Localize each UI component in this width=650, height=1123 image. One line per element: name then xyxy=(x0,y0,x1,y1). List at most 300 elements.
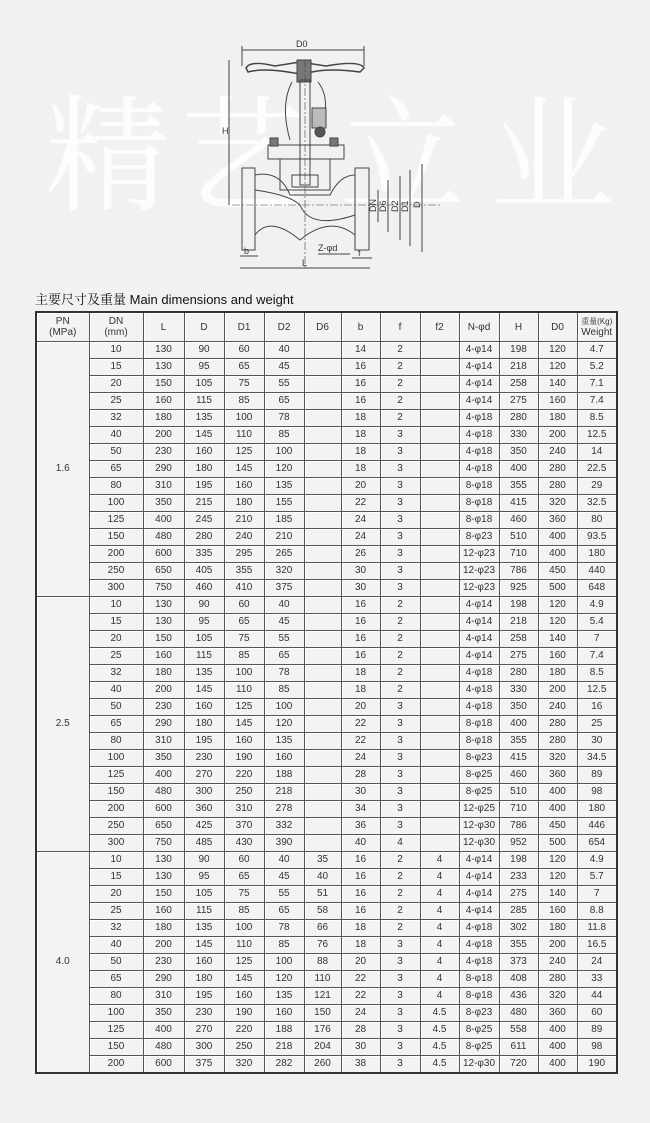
header-text: L xyxy=(160,321,167,333)
table-cell: 120 xyxy=(264,461,304,478)
table-cell: 180 xyxy=(577,801,617,818)
table-cell: 22 xyxy=(341,971,380,988)
column-header xyxy=(36,312,89,342)
table-cell: 8-φ18 xyxy=(459,512,499,529)
table-cell: 12.5 xyxy=(577,682,617,699)
table-cell: 710 xyxy=(499,546,538,563)
table-cell xyxy=(304,393,341,410)
table-cell: 436 xyxy=(499,988,538,1005)
table-cell: 45 xyxy=(264,614,304,631)
table-cell: 320 xyxy=(264,563,304,580)
table-cell: 220 xyxy=(224,767,264,784)
table-cell: 270 xyxy=(184,1022,224,1039)
table-cell: 85 xyxy=(224,903,264,920)
table-cell: 125 xyxy=(224,699,264,716)
table-cell: 2 xyxy=(380,359,420,376)
table-row xyxy=(36,597,617,614)
table-cell: 14 xyxy=(577,444,617,461)
column-header xyxy=(459,312,499,342)
table-cell: 24 xyxy=(577,954,617,971)
table-cell: 3 xyxy=(380,1056,420,1074)
table-cell: 4-φ14 xyxy=(459,648,499,665)
table-cell: 120 xyxy=(264,716,304,733)
column-header xyxy=(341,312,380,342)
table-cell: 89 xyxy=(577,767,617,784)
table-row xyxy=(36,648,617,665)
table-cell: 16 xyxy=(341,393,380,410)
table-cell xyxy=(420,342,459,359)
table-cell: 8-φ25 xyxy=(459,1039,499,1056)
table-cell xyxy=(420,631,459,648)
label-f: f xyxy=(358,248,361,258)
table-cell: 210 xyxy=(264,529,304,546)
table-cell xyxy=(304,461,341,478)
table-cell: 2 xyxy=(380,886,420,903)
table-cell: 12-φ23 xyxy=(459,580,499,597)
table-cell: 51 xyxy=(304,886,341,903)
header-text: PN xyxy=(55,316,70,327)
table-cell: 160 xyxy=(184,444,224,461)
table-cell: 8-φ18 xyxy=(459,495,499,512)
table-row xyxy=(36,410,617,427)
table-cell: 5.7 xyxy=(577,869,617,886)
table-row xyxy=(36,784,617,801)
table-cell: 24 xyxy=(341,750,380,767)
table-row xyxy=(36,699,617,716)
label-dn: DN xyxy=(368,199,378,212)
table-cell: 65 xyxy=(89,716,143,733)
table-cell: 130 xyxy=(143,359,184,376)
table-cell: 145 xyxy=(184,682,224,699)
table-cell: 218 xyxy=(499,614,538,631)
table-cell: 16 xyxy=(341,903,380,920)
table-cell xyxy=(420,597,459,614)
table-cell xyxy=(304,495,341,512)
table-cell: 80 xyxy=(89,733,143,750)
table-cell: 36 xyxy=(341,818,380,835)
table-cell: 230 xyxy=(184,1005,224,1022)
table-cell: 198 xyxy=(499,852,538,869)
table-cell: 4-φ18 xyxy=(459,920,499,937)
table-cell: 30 xyxy=(341,1039,380,1056)
header-subtext: (mm) xyxy=(104,327,128,338)
table-cell: 120 xyxy=(264,971,304,988)
label-z-phi-d: Z-φd xyxy=(318,243,338,253)
column-header xyxy=(264,312,304,342)
table-cell: 45 xyxy=(264,869,304,886)
table-cell: 58 xyxy=(304,903,341,920)
table-cell: 150 xyxy=(89,529,143,546)
table-cell: 8-φ25 xyxy=(459,784,499,801)
table-row xyxy=(36,750,617,767)
table-cell: 310 xyxy=(143,478,184,495)
table-cell: 8-φ25 xyxy=(459,767,499,784)
table-cell: 20 xyxy=(89,631,143,648)
table-cell: 3 xyxy=(380,563,420,580)
table-cell: 400 xyxy=(538,529,577,546)
table-cell: 320 xyxy=(538,750,577,767)
table-cell: 350 xyxy=(499,444,538,461)
table-cell: 115 xyxy=(184,393,224,410)
table-cell: 4-φ18 xyxy=(459,682,499,699)
table-cell: 12-φ23 xyxy=(459,563,499,580)
table-cell: 4 xyxy=(420,903,459,920)
table-cell: 8.5 xyxy=(577,410,617,427)
header-text: f xyxy=(398,321,402,333)
table-cell: 2 xyxy=(380,393,420,410)
table-row xyxy=(36,954,617,971)
table-cell: 215 xyxy=(184,495,224,512)
table-cell: 8-φ23 xyxy=(459,529,499,546)
table-cell xyxy=(420,376,459,393)
table-cell: 7.4 xyxy=(577,393,617,410)
table-cell: 40 xyxy=(89,682,143,699)
table-row xyxy=(36,869,617,886)
table-cell xyxy=(304,478,341,495)
table-cell: 60 xyxy=(224,597,264,614)
table-cell: 198 xyxy=(499,342,538,359)
table-cell: 600 xyxy=(143,546,184,563)
table-cell: 332 xyxy=(264,818,304,835)
table-cell: 3 xyxy=(380,512,420,529)
table-cell: 4-φ14 xyxy=(459,903,499,920)
table-cell: 121 xyxy=(304,988,341,1005)
table-cell: 240 xyxy=(538,699,577,716)
table-cell xyxy=(304,580,341,597)
table-cell: 233 xyxy=(499,869,538,886)
table-row xyxy=(36,393,617,410)
table-cell: 200 xyxy=(89,546,143,563)
table-cell: 280 xyxy=(538,971,577,988)
table-cell: 160 xyxy=(264,1005,304,1022)
table-cell: 8-φ23 xyxy=(459,1005,499,1022)
table-cell: 20 xyxy=(341,478,380,495)
table-cell: 12-φ25 xyxy=(459,801,499,818)
table-cell: 125 xyxy=(224,954,264,971)
table-row xyxy=(36,988,617,1005)
table-cell: 24 xyxy=(341,529,380,546)
table-cell: 4-φ14 xyxy=(459,852,499,869)
table-cell: 150 xyxy=(304,1005,341,1022)
table-cell: 375 xyxy=(264,580,304,597)
table-cell: 40 xyxy=(264,852,304,869)
table-cell xyxy=(420,835,459,852)
left-flange xyxy=(242,168,255,250)
table-cell: 204 xyxy=(304,1039,341,1056)
table-cell: 12-φ30 xyxy=(459,1056,499,1074)
table-cell: 135 xyxy=(264,988,304,1005)
table-cell: 34 xyxy=(341,801,380,818)
table-cell: 44 xyxy=(577,988,617,1005)
table-row xyxy=(36,444,617,461)
table-cell: 400 xyxy=(538,784,577,801)
table-cell: 160 xyxy=(538,903,577,920)
table-cell: 320 xyxy=(224,1056,264,1074)
table-cell: 150 xyxy=(143,631,184,648)
table-cell: 648 xyxy=(577,580,617,597)
table-cell: 350 xyxy=(143,750,184,767)
table-cell: 22 xyxy=(341,733,380,750)
table-row xyxy=(36,1056,617,1074)
table-cell: 2 xyxy=(380,648,420,665)
table-cell: 32 xyxy=(89,410,143,427)
table-cell: 4-φ18 xyxy=(459,444,499,461)
table-cell: 12-φ30 xyxy=(459,818,499,835)
table-cell: 35 xyxy=(304,852,341,869)
table-cell: 95 xyxy=(184,869,224,886)
table-cell: 425 xyxy=(184,818,224,835)
table-cell: 400 xyxy=(538,1039,577,1056)
table-cell: 130 xyxy=(143,852,184,869)
table-cell: 4.5 xyxy=(420,1005,459,1022)
table-row xyxy=(36,1022,617,1039)
table-cell xyxy=(420,461,459,478)
table-cell: 2 xyxy=(380,631,420,648)
table-cell: 160 xyxy=(184,954,224,971)
table-cell: 4-φ14 xyxy=(459,597,499,614)
table-cell: 925 xyxy=(499,580,538,597)
table-cell: 2 xyxy=(380,597,420,614)
table-cell: 25 xyxy=(89,393,143,410)
table-cell: 90 xyxy=(184,852,224,869)
table-cell: 4-φ14 xyxy=(459,631,499,648)
table-cell xyxy=(420,478,459,495)
table-cell xyxy=(420,716,459,733)
table-cell: 25 xyxy=(89,648,143,665)
table-cell: 85 xyxy=(224,648,264,665)
table-row xyxy=(36,546,617,563)
table-cell: 34.5 xyxy=(577,750,617,767)
table-cell: 25 xyxy=(577,716,617,733)
table-cell: 270 xyxy=(184,767,224,784)
table-row xyxy=(36,631,617,648)
table-cell: 8-φ18 xyxy=(459,971,499,988)
table-cell: 430 xyxy=(224,835,264,852)
table-cell: 390 xyxy=(264,835,304,852)
table-cell: 130 xyxy=(143,869,184,886)
table-cell: 450 xyxy=(538,563,577,580)
table-cell: 190 xyxy=(224,750,264,767)
table-cell: 198 xyxy=(499,597,538,614)
table-cell: 160 xyxy=(538,393,577,410)
table-cell: 650 xyxy=(143,818,184,835)
table-cell: 355 xyxy=(224,563,264,580)
label-d: D xyxy=(412,201,422,208)
table-cell: 100 xyxy=(89,1005,143,1022)
table-cell: 3 xyxy=(380,733,420,750)
table-cell: 282 xyxy=(264,1056,304,1074)
table-cell: 400 xyxy=(538,1056,577,1074)
table-cell: 600 xyxy=(143,1056,184,1074)
table-cell: 218 xyxy=(499,359,538,376)
table-row xyxy=(36,1005,617,1022)
table-cell xyxy=(420,359,459,376)
header-text: f2 xyxy=(435,321,444,333)
table-cell: 150 xyxy=(143,886,184,903)
table-cell: 480 xyxy=(143,529,184,546)
table-cell: 150 xyxy=(89,784,143,801)
table-cell: 330 xyxy=(499,427,538,444)
table-cell: 50 xyxy=(89,699,143,716)
table-cell: 440 xyxy=(577,563,617,580)
table-cell xyxy=(304,631,341,648)
table-cell: 90 xyxy=(184,342,224,359)
table-cell: 120 xyxy=(538,852,577,869)
table-cell: 415 xyxy=(499,750,538,767)
table-cell: 7.4 xyxy=(577,648,617,665)
table-cell: 218 xyxy=(264,784,304,801)
table-cell: 3 xyxy=(380,495,420,512)
table-cell: 4.7 xyxy=(577,342,617,359)
table-cell: 15 xyxy=(89,869,143,886)
table-cell: 16 xyxy=(341,359,380,376)
table-cell: 160 xyxy=(143,393,184,410)
table-cell: 125 xyxy=(89,767,143,784)
table-cell: 4 xyxy=(420,988,459,1005)
table-cell xyxy=(304,444,341,461)
table-row xyxy=(36,529,617,546)
header-text: D0 xyxy=(551,321,564,333)
table-cell: 510 xyxy=(499,784,538,801)
pn-cell: 2.5 xyxy=(36,597,89,852)
pn-cell: 4.0 xyxy=(36,852,89,1074)
table-cell xyxy=(304,665,341,682)
table-cell: 100 xyxy=(224,410,264,427)
table-cell xyxy=(304,342,341,359)
table-cell: 5.2 xyxy=(577,359,617,376)
table-cell: 78 xyxy=(264,410,304,427)
table-cell: 4-φ14 xyxy=(459,359,499,376)
table-cell: 40 xyxy=(264,342,304,359)
table-row xyxy=(36,376,617,393)
table-cell: 3 xyxy=(380,427,420,444)
table-cell: 160 xyxy=(264,750,304,767)
table-cell: 65 xyxy=(224,869,264,886)
table-cell: 135 xyxy=(184,410,224,427)
table-cell: 135 xyxy=(264,733,304,750)
table-cell: 120 xyxy=(538,359,577,376)
table-cell: 355 xyxy=(499,478,538,495)
table-cell: 360 xyxy=(184,801,224,818)
table-cell: 275 xyxy=(499,886,538,903)
table-cell: 786 xyxy=(499,818,538,835)
right-flange xyxy=(355,168,369,250)
table-cell: 20 xyxy=(89,886,143,903)
table-cell: 120 xyxy=(538,869,577,886)
table-cell: 200 xyxy=(143,682,184,699)
table-cell: 4 xyxy=(420,920,459,937)
header-text: D xyxy=(200,321,208,333)
table-cell: 18 xyxy=(341,427,380,444)
table-cell: 230 xyxy=(143,954,184,971)
table-cell: 65 xyxy=(89,971,143,988)
table-cell xyxy=(420,767,459,784)
table-cell: 12-φ30 xyxy=(459,835,499,852)
table-cell: 400 xyxy=(499,461,538,478)
table-cell: 400 xyxy=(499,716,538,733)
table-cell: 250 xyxy=(224,1039,264,1056)
table-cell xyxy=(304,376,341,393)
table-cell: 3 xyxy=(380,461,420,478)
table-cell: 8.8 xyxy=(577,903,617,920)
table-cell: 4.9 xyxy=(577,597,617,614)
table-cell: 12-φ23 xyxy=(459,546,499,563)
table-cell: 750 xyxy=(143,835,184,852)
table-cell: 98 xyxy=(577,1039,617,1056)
table-cell: 75 xyxy=(224,631,264,648)
table-cell: 20 xyxy=(341,699,380,716)
table-cell: 400 xyxy=(143,767,184,784)
table-cell: 3 xyxy=(380,699,420,716)
table-cell xyxy=(420,444,459,461)
dimensions-table xyxy=(35,311,618,1074)
table-cell: 33 xyxy=(577,971,617,988)
table-cell: 7 xyxy=(577,886,617,903)
table-cell: 155 xyxy=(264,495,304,512)
table-cell: 188 xyxy=(264,767,304,784)
table-cell: 290 xyxy=(143,461,184,478)
table-cell: 180 xyxy=(538,665,577,682)
table-cell: 55 xyxy=(264,631,304,648)
table-cell: 720 xyxy=(499,1056,538,1074)
table-cell: 66 xyxy=(304,920,341,937)
table-cell: 200 xyxy=(89,1056,143,1074)
header-text: b xyxy=(357,321,364,333)
table-cell: 160 xyxy=(143,648,184,665)
table-cell: 65 xyxy=(264,903,304,920)
table-cell: 3 xyxy=(380,937,420,954)
table-cell: 135 xyxy=(184,920,224,937)
table-cell xyxy=(304,733,341,750)
table-cell: 100 xyxy=(264,444,304,461)
table-cell: 190 xyxy=(577,1056,617,1074)
header-text: H xyxy=(514,321,523,333)
table-cell: 4-φ14 xyxy=(459,886,499,903)
table-cell: 258 xyxy=(499,631,538,648)
table-cell: 22.5 xyxy=(577,461,617,478)
table-cell: 110 xyxy=(304,971,341,988)
label-d2: D2 xyxy=(390,200,400,212)
table-cell: 360 xyxy=(538,1005,577,1022)
table-cell: 3 xyxy=(380,444,420,461)
table-cell: 230 xyxy=(143,444,184,461)
table-cell: 4-φ18 xyxy=(459,410,499,427)
table-cell: 3 xyxy=(380,546,420,563)
table-cell: 105 xyxy=(184,886,224,903)
table-cell: 180 xyxy=(224,495,264,512)
table-cell xyxy=(420,427,459,444)
table-cell: 3 xyxy=(380,1039,420,1056)
table-cell xyxy=(420,529,459,546)
table-cell: 11.8 xyxy=(577,920,617,937)
table-cell: 195 xyxy=(184,988,224,1005)
table-cell: 188 xyxy=(264,1022,304,1039)
table-cell: 8-φ25 xyxy=(459,1022,499,1039)
table-cell: 130 xyxy=(143,614,184,631)
table-cell: 60 xyxy=(224,852,264,869)
table-cell: 80 xyxy=(89,478,143,495)
table-cell: 32 xyxy=(89,920,143,937)
table-cell: 3 xyxy=(380,529,420,546)
table-cell xyxy=(304,427,341,444)
column-header xyxy=(89,312,143,342)
header-text: N-φd xyxy=(467,321,491,333)
table-cell: 8-φ18 xyxy=(459,478,499,495)
table-cell: 16 xyxy=(341,597,380,614)
table-cell: 140 xyxy=(538,376,577,393)
table-cell: 415 xyxy=(499,495,538,512)
table-row xyxy=(36,1039,617,1056)
